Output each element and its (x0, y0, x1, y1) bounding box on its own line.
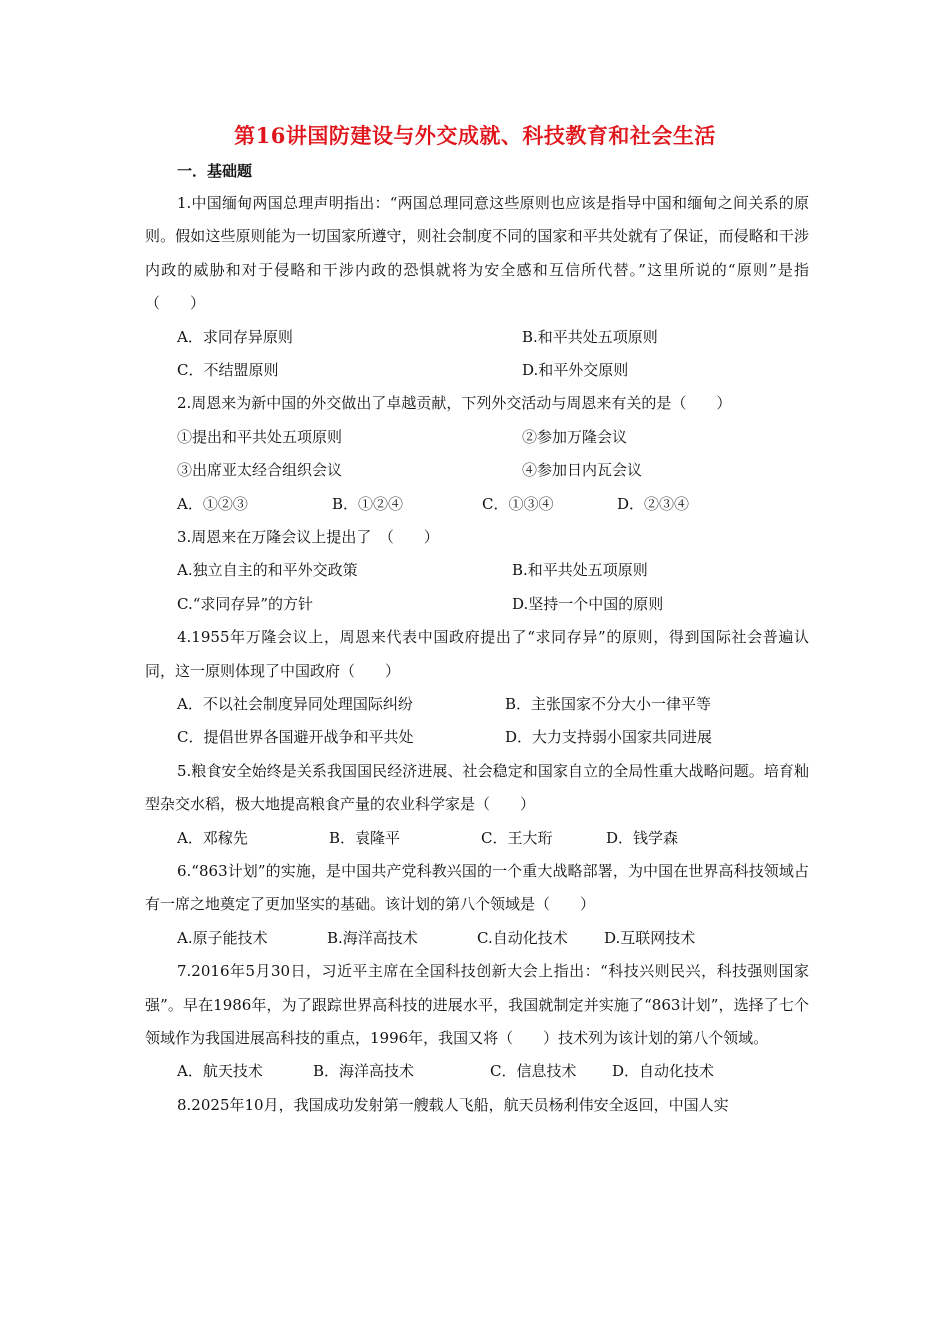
question-stem: 3.周恩来在万隆会议上提出了 （ ） (177, 527, 439, 546)
option: D.坚持一个中国的原则 (512, 594, 664, 613)
option: B．主张国家不分大小一律平等 (505, 694, 712, 713)
option: C．提倡世界各国避开战争和平共处 (177, 728, 414, 747)
item-row (145, 454, 809, 487)
question-stem: 1.中国缅甸两国总理声明指出：“两国总理同意这些原则也应该是指导中国和缅甸之间关系的原则。假如这些原则能为一切国家所遵守，则社会制度不同的国家和平共处就有了保证，而侵略和干涉内政的威胁和对于侵略和干涉内政的恐惧就将为安全感和互信所代替。”这里所说的“原则”是指（ ） (145, 194, 809, 313)
option-row (145, 1055, 809, 1088)
option: C.“求同存异”的方针 (177, 594, 314, 613)
option: C．不结盟原则 (177, 361, 279, 380)
list-item: ③出席亚太经合组织会议 (177, 461, 343, 480)
option-row (145, 488, 809, 521)
option: A．不以社会制度异同处理国际纠纷 (177, 694, 413, 713)
option: D．②③④ (617, 494, 690, 513)
option: B.和平共处五项原则 (512, 561, 648, 580)
question-stem: 8.2025年10月，我国成功发射第一艘载人飞船，航天员杨利伟安全返回，中国人实 (177, 1095, 729, 1114)
option-row (145, 688, 809, 721)
option: B．①②④ (332, 494, 404, 513)
question-stem: 2.周恩来为新中国的外交做出了卓越贡献，下列外交活动与周恩来有关的是（ ） (177, 394, 732, 413)
option: B.和平共处五项原则 (522, 327, 658, 346)
list-item: ①提出和平共处五项原则 (177, 427, 343, 446)
option: A．邓稼先 (177, 828, 248, 847)
question-stem: 7.2016年5月30日，习近平主席在全国科技创新大会上指出：“科技兴则民兴，科技强则国家强”。早在1986年，为了跟踪世界高科技的进展水平，我国就制定并实施了“863计划”，选择了七个领域作为我国进展高科技的重点，1996年，我国又将（ ）技术列为该计划的第八个领域。 (145, 962, 809, 1047)
option-row (145, 554, 809, 587)
question-stem: 4.1955年万隆会议上，周恩来代表中国政府提出了“求同存异”的原则，得到国际社会普遍认同，这一原则体现了中国政府（ ） (145, 628, 809, 680)
option-row (145, 321, 809, 354)
option: A.原子能技术 (177, 928, 268, 947)
option: C．①③④ (482, 494, 554, 513)
option: C．信息技术 (490, 1062, 577, 1081)
section-heading: 一．基础题 (177, 162, 253, 180)
list-item: ②参加万隆会议 (522, 427, 628, 446)
option: D.和平外交原则 (522, 361, 629, 380)
option: A.独立自主的和平外交政策 (177, 561, 358, 580)
list-item: ④参加日内瓦会议 (522, 461, 643, 480)
option-row (145, 354, 809, 387)
page-title: 第16讲国防建设与外交成就、科技教育和社会生活 (234, 123, 716, 148)
option-row (145, 822, 809, 855)
option: A．求同存异原则 (177, 327, 293, 346)
option: C.自动化技术 (477, 928, 568, 947)
option-row (145, 588, 809, 621)
option: A．航天技术 (177, 1062, 263, 1081)
option: B.海洋高技术 (327, 928, 418, 947)
option: C．王大珩 (481, 828, 553, 847)
option: D．钱学森 (606, 828, 679, 847)
item-row (145, 421, 809, 454)
option: B．袁隆平 (329, 828, 401, 847)
option: D．大力支持弱小国家共同进展 (505, 728, 713, 747)
question-stem: 5.粮食安全始终是关系我国国民经济进展、社会稳定和国家自立的全局性重大战略问题。培育籼型杂交水稻，极大地提高粮食产量的农业科学家是（ ） (145, 761, 809, 814)
question-stem: 6.“863计划”的实施，是中国共产党科教兴国的一个重大战略部署，为中国在世界高科技领域占有一席之地奠定了更加坚实的基础。该计划的第八个领域是（ ） (145, 861, 809, 914)
option: B．海洋高技术 (313, 1062, 415, 1081)
option: A．①②③ (177, 494, 248, 513)
question-list (145, 187, 809, 1122)
option-row (145, 721, 809, 754)
option: D.互联网技术 (604, 928, 696, 947)
option: D．自动化技术 (612, 1062, 715, 1081)
option-row (145, 922, 809, 955)
